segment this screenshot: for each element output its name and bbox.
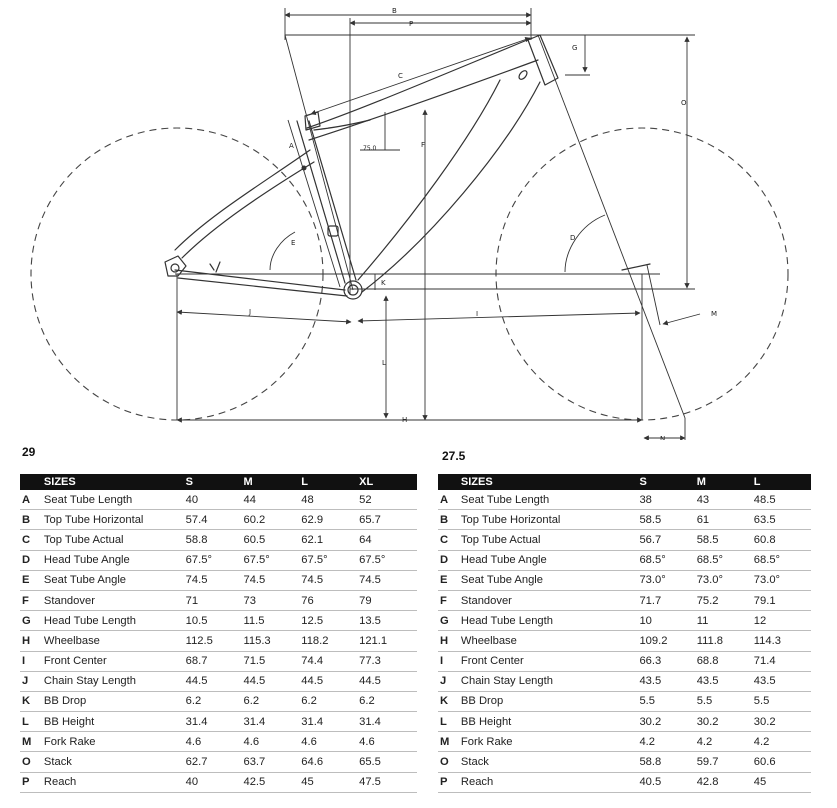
header-size-m: M — [697, 474, 754, 490]
row-letter: J — [438, 671, 461, 691]
label-l: L — [382, 359, 386, 367]
row-value: 73 — [243, 590, 301, 610]
row-letter: A — [20, 490, 44, 510]
table-row — [438, 691, 811, 711]
row-value: 6.2 — [186, 691, 244, 711]
label-b: B — [392, 7, 397, 15]
table-row — [20, 590, 417, 610]
label-j: J — [249, 308, 252, 316]
row-value: 58.8 — [186, 530, 244, 550]
row-value: 115.3 — [243, 631, 301, 651]
header-size-s: S — [186, 474, 244, 490]
table-row — [438, 611, 811, 631]
label-c: C — [398, 72, 403, 80]
table-row — [438, 590, 811, 610]
row-value: 60.5 — [243, 530, 301, 550]
row-value: 43.5 — [697, 671, 754, 691]
label-o: O — [681, 99, 687, 107]
table-row — [20, 651, 417, 671]
row-letter: P — [438, 772, 461, 792]
row-value: 43.5 — [639, 671, 696, 691]
row-value: 30.2 — [697, 712, 754, 732]
row-value: 4.6 — [186, 732, 244, 752]
label-k: K — [381, 279, 386, 287]
label-i: I — [476, 310, 479, 318]
row-value: 10.5 — [186, 611, 244, 631]
geometry-table-27-5 — [438, 474, 811, 793]
row-letter: I — [438, 651, 461, 671]
row-measurement-name: BB Height — [44, 712, 186, 732]
row-value: 12 — [754, 611, 811, 631]
row-value: 4.2 — [639, 732, 696, 752]
row-value: 58.8 — [639, 752, 696, 772]
header-blank — [438, 474, 461, 490]
row-value: 42.8 — [697, 772, 754, 792]
row-letter: J — [20, 671, 44, 691]
table-row — [438, 510, 811, 530]
row-letter: P — [20, 772, 44, 792]
row-measurement-name: BB Drop — [461, 691, 640, 711]
row-measurement-name: Wheelbase — [44, 631, 186, 651]
row-measurement-name: Seat Tube Angle — [44, 570, 186, 590]
row-value: 67.5° — [243, 550, 301, 570]
row-letter: F — [438, 590, 461, 610]
row-letter: L — [438, 712, 461, 732]
row-value: 111.8 — [697, 631, 754, 651]
row-value: 42.5 — [243, 772, 301, 792]
row-measurement-name: Front Center — [44, 651, 186, 671]
row-value: 79.1 — [754, 590, 811, 610]
row-value: 74.4 — [301, 651, 359, 671]
row-value: 58.5 — [697, 530, 754, 550]
row-letter: D — [438, 550, 461, 570]
row-letter: H — [438, 631, 461, 651]
row-measurement-name: Chain Stay Length — [44, 671, 186, 691]
table-header-row — [438, 474, 811, 490]
row-value: 79 — [359, 590, 417, 610]
row-letter: E — [20, 570, 44, 590]
header-sizes: SIZES — [44, 474, 186, 490]
row-letter: C — [438, 530, 461, 550]
row-letter: L — [20, 712, 44, 732]
row-value: 48 — [301, 490, 359, 510]
row-value: 60.6 — [754, 752, 811, 772]
row-measurement-name: Front Center — [461, 651, 640, 671]
row-value: 38 — [639, 490, 696, 510]
table-row — [438, 550, 811, 570]
row-letter: I — [20, 651, 44, 671]
row-value: 43 — [697, 490, 754, 510]
row-value: 68.5° — [754, 550, 811, 570]
row-letter: O — [438, 752, 461, 772]
table-body-27-5 — [438, 490, 811, 792]
row-measurement-name: Stack — [44, 752, 186, 772]
row-value: 74.5 — [186, 570, 244, 590]
label-a: A — [289, 142, 294, 150]
table-row — [20, 772, 417, 792]
table-row — [20, 570, 417, 590]
table-row — [20, 691, 417, 711]
geometry-table-29 — [20, 474, 417, 793]
label-g: G — [572, 44, 578, 52]
row-value: 5.5 — [639, 691, 696, 711]
row-value: 63.5 — [754, 510, 811, 530]
row-value: 43.5 — [754, 671, 811, 691]
row-value: 30.2 — [754, 712, 811, 732]
row-value: 62.9 — [301, 510, 359, 530]
row-value: 73.0° — [697, 570, 754, 590]
row-value: 30.2 — [639, 712, 696, 732]
row-value: 112.5 — [186, 631, 244, 651]
row-value: 40.5 — [639, 772, 696, 792]
row-value: 10 — [639, 611, 696, 631]
row-measurement-name: Stack — [461, 752, 640, 772]
row-value: 121.1 — [359, 631, 417, 651]
row-value: 68.8 — [697, 651, 754, 671]
table-row — [20, 611, 417, 631]
table-row — [438, 631, 811, 651]
row-value: 67.5° — [301, 550, 359, 570]
row-value: 71.7 — [639, 590, 696, 610]
table-row — [438, 732, 811, 752]
dimension-lines — [175, 8, 700, 440]
row-letter: K — [438, 691, 461, 711]
label-m: M — [711, 310, 718, 318]
table-row — [438, 651, 811, 671]
row-measurement-name: Head Tube Length — [44, 611, 186, 631]
row-value: 67.5° — [359, 550, 417, 570]
row-measurement-name: Head Tube Angle — [44, 550, 186, 570]
row-value: 11.5 — [243, 611, 301, 631]
table-row — [20, 752, 417, 772]
row-measurement-name: BB Drop — [44, 691, 186, 711]
row-measurement-name: Reach — [44, 772, 186, 792]
row-value: 47.5 — [359, 772, 417, 792]
label-h: H — [402, 416, 408, 424]
table-row — [438, 570, 811, 590]
row-measurement-name: BB Height — [461, 712, 640, 732]
table-row — [20, 712, 417, 732]
wheel-size-275-title: 27.5 — [442, 449, 466, 463]
row-value: 68.5° — [697, 550, 754, 570]
header-size-l: L — [301, 474, 359, 490]
row-value: 71.4 — [754, 651, 811, 671]
row-value: 44 — [243, 490, 301, 510]
row-value: 65.5 — [359, 752, 417, 772]
row-measurement-name: Wheelbase — [461, 631, 640, 651]
table-row — [20, 550, 417, 570]
row-letter: K — [20, 691, 44, 711]
row-value: 67.5° — [186, 550, 244, 570]
row-value: 31.4 — [359, 712, 417, 732]
row-letter: B — [20, 510, 44, 530]
row-value: 4.2 — [697, 732, 754, 752]
row-value: 45 — [301, 772, 359, 792]
row-measurement-name: Reach — [461, 772, 640, 792]
row-letter: O — [20, 752, 44, 772]
row-value: 12.5 — [301, 611, 359, 631]
row-value: 48.5 — [754, 490, 811, 510]
row-value: 11 — [697, 611, 754, 631]
wheel-size-29-title: 29 — [22, 445, 36, 459]
label-f: F — [421, 141, 426, 149]
table-row — [438, 530, 811, 550]
label-n: N — [660, 435, 666, 440]
row-value: 77.3 — [359, 651, 417, 671]
table-row — [438, 712, 811, 732]
table-row — [20, 631, 417, 651]
row-measurement-name: Fork Rake — [44, 732, 186, 752]
row-value: 63.7 — [243, 752, 301, 772]
label-angle: 75.0 — [363, 145, 377, 152]
row-letter: M — [438, 732, 461, 752]
row-measurement-name: Seat Tube Angle — [461, 570, 640, 590]
row-value: 44.5 — [359, 671, 417, 691]
row-measurement-name: Head Tube Length — [461, 611, 640, 631]
row-value: 73.0° — [754, 570, 811, 590]
row-value: 74.5 — [359, 570, 417, 590]
row-measurement-name: Top Tube Actual — [461, 530, 640, 550]
row-value: 62.1 — [301, 530, 359, 550]
table-row — [20, 530, 417, 550]
row-value: 4.6 — [301, 732, 359, 752]
row-value: 62.7 — [186, 752, 244, 772]
label-d: D — [570, 234, 576, 242]
row-value: 76 — [301, 590, 359, 610]
table-row — [20, 510, 417, 530]
row-measurement-name: Top Tube Horizontal — [44, 510, 186, 530]
header-size-m: M — [243, 474, 301, 490]
row-value: 109.2 — [639, 631, 696, 651]
row-letter: G — [20, 611, 44, 631]
row-value: 4.6 — [359, 732, 417, 752]
row-value: 6.2 — [359, 691, 417, 711]
table-row — [438, 752, 811, 772]
row-value: 5.5 — [697, 691, 754, 711]
row-letter: D — [20, 550, 44, 570]
row-value: 58.5 — [639, 510, 696, 530]
row-value: 31.4 — [301, 712, 359, 732]
header-blank — [20, 474, 44, 490]
row-value: 44.5 — [301, 671, 359, 691]
header-size-xl: XL — [359, 474, 417, 490]
row-value: 40 — [186, 772, 244, 792]
table-row — [20, 490, 417, 510]
header-size-s: S — [639, 474, 696, 490]
row-value: 75.2 — [697, 590, 754, 610]
row-letter: E — [438, 570, 461, 590]
table-row — [438, 772, 811, 792]
table-body-29 — [20, 490, 417, 792]
row-value: 64.6 — [301, 752, 359, 772]
table-row — [20, 671, 417, 691]
row-value: 4.6 — [243, 732, 301, 752]
row-value: 60.2 — [243, 510, 301, 530]
row-value: 44.5 — [186, 671, 244, 691]
row-value: 118.2 — [301, 631, 359, 651]
row-letter: A — [438, 490, 461, 510]
row-value: 71.5 — [243, 651, 301, 671]
row-value: 114.3 — [754, 631, 811, 651]
row-letter: C — [20, 530, 44, 550]
row-value: 74.5 — [243, 570, 301, 590]
row-value: 71 — [186, 590, 244, 610]
row-value: 13.5 — [359, 611, 417, 631]
row-value: 59.7 — [697, 752, 754, 772]
row-letter: H — [20, 631, 44, 651]
row-value: 60.8 — [754, 530, 811, 550]
row-measurement-name: Seat Tube Length — [461, 490, 640, 510]
row-value: 31.4 — [243, 712, 301, 732]
table-row — [20, 732, 417, 752]
row-value: 56.7 — [639, 530, 696, 550]
table-row — [438, 490, 811, 510]
row-measurement-name: Standover — [44, 590, 186, 610]
row-letter: B — [438, 510, 461, 530]
row-value: 73.0° — [639, 570, 696, 590]
row-value: 6.2 — [243, 691, 301, 711]
row-value: 4.2 — [754, 732, 811, 752]
header-sizes: SIZES — [461, 474, 640, 490]
row-measurement-name: Head Tube Angle — [461, 550, 640, 570]
row-value: 57.4 — [186, 510, 244, 530]
row-measurement-name: Top Tube Horizontal — [461, 510, 640, 530]
row-letter: M — [20, 732, 44, 752]
table-header-row — [20, 474, 417, 490]
row-measurement-name: Seat Tube Length — [44, 490, 186, 510]
row-value: 65.7 — [359, 510, 417, 530]
row-value: 6.2 — [301, 691, 359, 711]
header-size-l: L — [754, 474, 811, 490]
label-p: P — [409, 20, 414, 28]
row-measurement-name: Chain Stay Length — [461, 671, 640, 691]
row-measurement-name: Standover — [461, 590, 640, 610]
row-value: 64 — [359, 530, 417, 550]
row-value: 44.5 — [243, 671, 301, 691]
row-value: 74.5 — [301, 570, 359, 590]
row-measurement-name: Top Tube Actual — [44, 530, 186, 550]
row-letter: F — [20, 590, 44, 610]
row-value: 40 — [186, 490, 244, 510]
label-e: E — [291, 239, 296, 247]
row-value: 68.5° — [639, 550, 696, 570]
table-row — [438, 671, 811, 691]
row-value: 52 — [359, 490, 417, 510]
row-value: 31.4 — [186, 712, 244, 732]
row-value: 61 — [697, 510, 754, 530]
dimension-labels — [248, 7, 717, 440]
row-measurement-name: Fork Rake — [461, 732, 640, 752]
row-value: 66.3 — [639, 651, 696, 671]
row-value: 68.7 — [186, 651, 244, 671]
row-value: 5.5 — [754, 691, 811, 711]
row-value: 45 — [754, 772, 811, 792]
row-letter: G — [438, 611, 461, 631]
